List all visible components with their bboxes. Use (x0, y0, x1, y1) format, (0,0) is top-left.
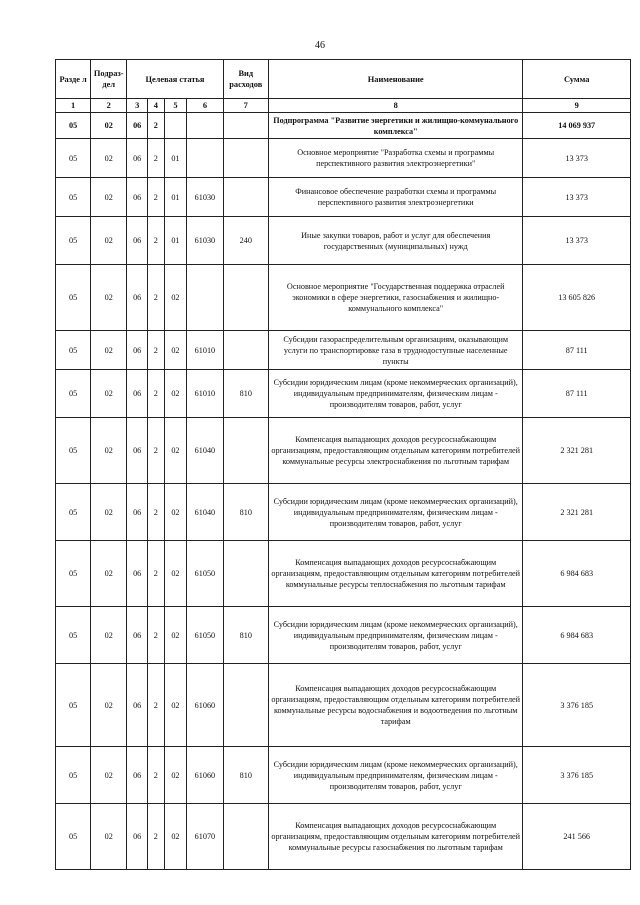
cell-target-program: 06 (127, 804, 148, 870)
table-row (56, 370, 631, 418)
cell-vid-rashodov (223, 804, 269, 870)
header-vid: Вид расходов (223, 60, 269, 99)
cell-vid-rashodov: 810 (223, 484, 269, 541)
cell-podrazdel: 02 (91, 484, 127, 541)
cell-vid-rashodov (223, 664, 269, 747)
table-body (56, 113, 631, 870)
cell-target-subprogram: 2 (148, 370, 165, 418)
cell-target-subprogram: 2 (148, 747, 165, 804)
cell-vid-rashodov: 810 (223, 607, 269, 664)
cell-name: Основное мероприятие "Разработка схемы и программы перспективного развития электроэнергетики" (269, 139, 523, 178)
cell-target-subprogram: 2 (148, 418, 165, 484)
cell-podrazdel: 02 (91, 331, 127, 370)
table-row (56, 217, 631, 265)
cell-target-event: 02 (164, 664, 187, 747)
cell-vid-rashodov (223, 541, 269, 607)
cell-target-event: 01 (164, 217, 187, 265)
column-number: 7 (223, 99, 269, 113)
cell-vid-rashodov (223, 265, 269, 331)
cell-name: Компенсация выпадающих доходов ресурсоснабжающим организациям, предоставляющим отдельным категориям потребителей коммунальные ресурсы водоснабжения и водоотведения по льготным тарифам (269, 664, 523, 747)
table-row (56, 804, 631, 870)
cell-sum: 2 321 281 (523, 484, 631, 541)
cell-name: Компенсация выпадающих доходов ресурсоснабжающим организациям, предоставляющим отдельным категориям потребителей коммунальные ресурсы теплоснабжения по льготным тарифам (269, 541, 523, 607)
cell-razdel: 05 (56, 331, 91, 370)
cell-target-direction: 61050 (187, 607, 223, 664)
cell-target-subprogram: 2 (148, 139, 165, 178)
cell-vid-rashodov (223, 113, 269, 139)
table-row (56, 265, 631, 331)
cell-podrazdel: 02 (91, 265, 127, 331)
cell-name: Субсидии юридическим лицам (кроме некоммерческих организаций), индивидуальным предпринимателям, физическим лицам - производителям товаров, работ, услуг (269, 484, 523, 541)
cell-target-subprogram: 2 (148, 484, 165, 541)
cell-name: Финансовое обеспечение разработки схемы и программы перспективного развития электроэнергетики (269, 178, 523, 217)
cell-razdel: 05 (56, 370, 91, 418)
cell-target-program: 06 (127, 607, 148, 664)
cell-target-program: 06 (127, 418, 148, 484)
cell-vid-rashodov: 240 (223, 217, 269, 265)
cell-podrazdel: 02 (91, 664, 127, 747)
cell-sum: 6 984 683 (523, 541, 631, 607)
column-number: 9 (523, 99, 631, 113)
cell-vid-rashodov: 810 (223, 370, 269, 418)
cell-podrazdel: 02 (91, 113, 127, 139)
column-number: 1 (56, 99, 91, 113)
cell-target-event: 02 (164, 804, 187, 870)
cell-target-program: 06 (127, 265, 148, 331)
header-razdel: Разде л (56, 60, 91, 99)
cell-sum: 3 376 185 (523, 664, 631, 747)
cell-name: Субсидии юридическим лицам (кроме некоммерческих организаций), индивидуальным предпринимателям, физическим лицам - производителям товаров, работ, услуг (269, 370, 523, 418)
cell-razdel: 05 (56, 139, 91, 178)
cell-target-direction (187, 139, 223, 178)
cell-podrazdel: 02 (91, 418, 127, 484)
cell-target-event: 02 (164, 418, 187, 484)
cell-target-direction (187, 113, 223, 139)
table-row (56, 178, 631, 217)
cell-name: Компенсация выпадающих доходов ресурсоснабжающим организациям, предоставляющим отдельным категориям потребителей коммунальные ресурсы электроснабжения по льготным тарифам (269, 418, 523, 484)
budget-table (55, 59, 631, 870)
column-number: 6 (187, 99, 223, 113)
table-row (56, 541, 631, 607)
cell-vid-rashodov (223, 418, 269, 484)
cell-target-subprogram: 2 (148, 113, 165, 139)
cell-target-direction: 61050 (187, 541, 223, 607)
cell-sum: 3 376 185 (523, 747, 631, 804)
cell-name: Субсидии юридическим лицам (кроме некоммерческих организаций), индивидуальным предпринимателям, физическим лицам - производителям товаров, работ, услуг (269, 747, 523, 804)
cell-target-direction (187, 265, 223, 331)
cell-target-event: 02 (164, 484, 187, 541)
cell-sum: 6 984 683 (523, 607, 631, 664)
column-number: 4 (148, 99, 165, 113)
cell-name: Иные закупки товаров, работ и услуг для обеспечения государственных (муниципальных) нужд (269, 217, 523, 265)
page-number: 46 (315, 40, 325, 51)
cell-sum: 87 111 (523, 331, 631, 370)
cell-podrazdel: 02 (91, 139, 127, 178)
cell-razdel: 05 (56, 804, 91, 870)
cell-target-subprogram: 2 (148, 664, 165, 747)
cell-sum: 2 321 281 (523, 418, 631, 484)
cell-target-subprogram: 2 (148, 607, 165, 664)
table-row (56, 139, 631, 178)
cell-podrazdel: 02 (91, 804, 127, 870)
cell-vid-rashodov (223, 139, 269, 178)
cell-vid-rashodov: 810 (223, 747, 269, 804)
cell-razdel: 05 (56, 418, 91, 484)
cell-target-direction: 61030 (187, 178, 223, 217)
cell-sum: 13 605 826 (523, 265, 631, 331)
cell-podrazdel: 02 (91, 178, 127, 217)
table-row (56, 113, 631, 139)
cell-target-program: 06 (127, 664, 148, 747)
cell-target-program: 06 (127, 178, 148, 217)
cell-target-subprogram: 2 (148, 178, 165, 217)
header-row (56, 60, 631, 99)
cell-sum: 13 373 (523, 217, 631, 265)
cell-vid-rashodov (223, 331, 269, 370)
cell-target-direction: 61040 (187, 484, 223, 541)
cell-sum: 87 111 (523, 370, 631, 418)
cell-target-event: 02 (164, 747, 187, 804)
column-number: 2 (91, 99, 127, 113)
cell-target-direction: 61060 (187, 664, 223, 747)
cell-target-event: 02 (164, 607, 187, 664)
cell-razdel: 05 (56, 113, 91, 139)
header-name: Наименование (269, 60, 523, 99)
cell-razdel: 05 (56, 484, 91, 541)
cell-target-subprogram: 2 (148, 265, 165, 331)
column-number: 3 (127, 99, 148, 113)
cell-target-program: 06 (127, 747, 148, 804)
cell-target-direction: 61060 (187, 747, 223, 804)
cell-target-direction: 61010 (187, 370, 223, 418)
cell-target-direction: 61010 (187, 331, 223, 370)
cell-target-event: 01 (164, 139, 187, 178)
cell-target-program: 06 (127, 113, 148, 139)
cell-razdel: 05 (56, 178, 91, 217)
header-sum: Сумма (523, 60, 631, 99)
cell-podrazdel: 02 (91, 541, 127, 607)
cell-target-event: 01 (164, 178, 187, 217)
cell-sum: 13 373 (523, 178, 631, 217)
cell-name: Субсидии юридическим лицам (кроме некоммерческих организаций), индивидуальным предпринимателям, физическим лицам - производителям товаров, работ, услуг (269, 607, 523, 664)
cell-target-event: 02 (164, 541, 187, 607)
cell-podrazdel: 02 (91, 747, 127, 804)
cell-vid-rashodov (223, 178, 269, 217)
cell-podrazdel: 02 (91, 370, 127, 418)
cell-podrazdel: 02 (91, 607, 127, 664)
header-target: Целевая статья (127, 60, 223, 99)
cell-target-subprogram: 2 (148, 331, 165, 370)
cell-target-direction: 61030 (187, 217, 223, 265)
cell-target-event: 02 (164, 331, 187, 370)
cell-target-subprogram: 2 (148, 541, 165, 607)
table-row (56, 331, 631, 370)
cell-razdel: 05 (56, 607, 91, 664)
cell-razdel: 05 (56, 217, 91, 265)
cell-name: Подпрограмма "Развитие энергетики и жилищно-коммунального комплекса" (269, 113, 523, 139)
column-number: 5 (164, 99, 187, 113)
cell-sum: 14 069 937 (523, 113, 631, 139)
cell-target-direction: 61040 (187, 418, 223, 484)
cell-razdel: 05 (56, 747, 91, 804)
cell-target-direction: 61070 (187, 804, 223, 870)
cell-sum: 241 566 (523, 804, 631, 870)
cell-target-program: 06 (127, 484, 148, 541)
cell-target-subprogram: 2 (148, 217, 165, 265)
cell-target-event: 02 (164, 370, 187, 418)
cell-name: Основное мероприятие "Государственная поддержка отраслей экономики в сфере энергетики, газоснабжения и жилищно-коммунального комплекса" (269, 265, 523, 331)
cell-razdel: 05 (56, 541, 91, 607)
table-row (56, 484, 631, 541)
cell-razdel: 05 (56, 265, 91, 331)
cell-target-program: 06 (127, 217, 148, 265)
cell-podrazdel: 02 (91, 217, 127, 265)
column-number: 8 (269, 99, 523, 113)
cell-target-event: 02 (164, 265, 187, 331)
header-podrazdel: Подраз- дел (91, 60, 127, 99)
table-row (56, 747, 631, 804)
cell-name: Компенсация выпадающих доходов ресурсоснабжающим организациям, предоставляющим отдельным категориям потребителей коммунальные ресурсы газоснабжения по льготным тарифам (269, 804, 523, 870)
cell-target-program: 06 (127, 541, 148, 607)
cell-target-program: 06 (127, 370, 148, 418)
cell-razdel: 05 (56, 664, 91, 747)
column-number-row (56, 99, 631, 113)
cell-target-program: 06 (127, 331, 148, 370)
cell-sum: 13 373 (523, 139, 631, 178)
table-row (56, 664, 631, 747)
cell-target-subprogram: 2 (148, 804, 165, 870)
table-row (56, 418, 631, 484)
cell-name: Субсидии газораспределительным организациям, оказывающим услуги по транспортировке газа в труднодоступные населенные пункты (269, 331, 523, 370)
table-row (56, 607, 631, 664)
cell-target-event (164, 113, 187, 139)
cell-target-program: 06 (127, 139, 148, 178)
